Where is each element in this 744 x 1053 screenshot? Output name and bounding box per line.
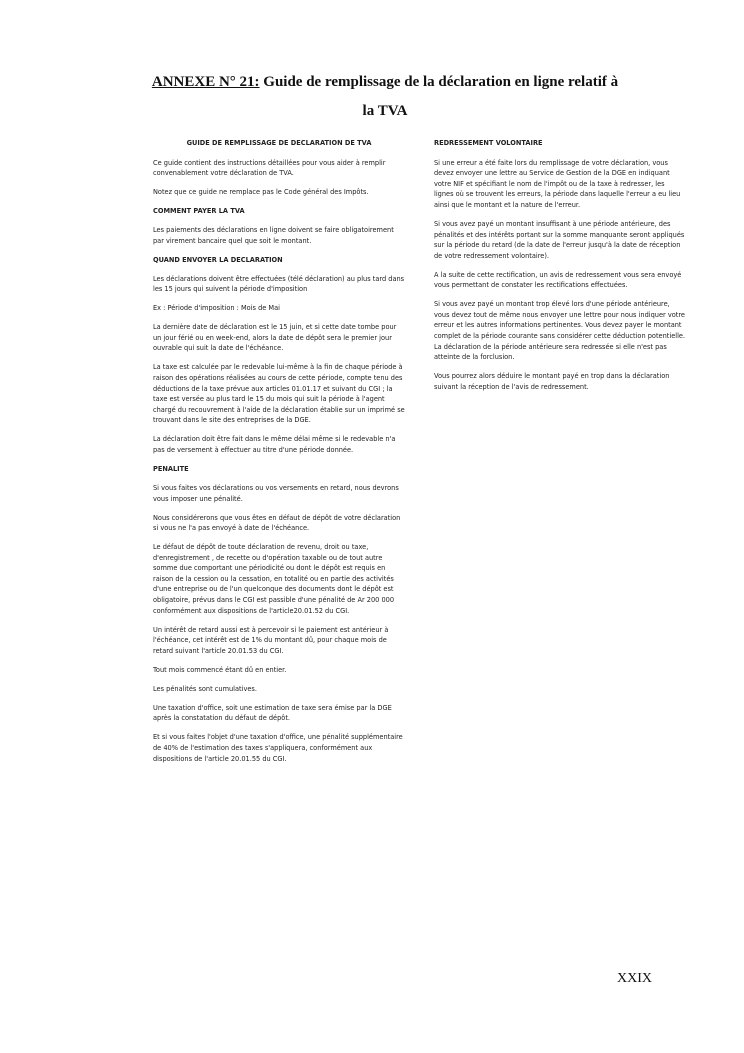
paragraph: La déclaration doit être fait dans le même délai même si le redevable n'a pas de versement à effectuer au titre d'une période donnée.: [153, 435, 396, 454]
paragraph: A la suite de cette rectification, un avis de redressement vous sera envoyé vous permettant de constater les rectifications effectuées.: [434, 270, 682, 290]
paragraph: Tout mois commencé étant dû en entier.: [153, 665, 287, 674]
paragraph: Si une erreur a été faite lors du remplissage de votre déclaration, vous devez envoyer une lettre au Service de Gestion de la DGE en indiquant votre NIF et spécifiant le nom de l'impôt ou de la taxe à redresser, les lignes où se trouvent les erreurs, la période dans laquelle l'erreur a eu lieu ainsi que le montant et la nature de l'erreur.: [434, 158, 681, 209]
section-heading: COMMENT PAYER LA TVA: [153, 207, 245, 216]
annex-title: Guide de remplissage de la déclaration en ligne relatif à la TVA: [263, 74, 619, 119]
page-number: XXIX: [617, 971, 652, 986]
paragraph: Nous considérerons que vous êtes en défaut de dépôt de votre déclaration si vous ne l'a pas envoyé à date de l'échéance.: [153, 513, 401, 533]
annex-label: ANNEXE N° 21:: [151, 74, 260, 90]
paragraph: Ce guide contient des instructions détaillées pour vous aider à remplir convenablement votre déclaration de TVA.: [153, 158, 386, 178]
paragraph: Et si vous faites l'objet d'une taxation d'office, une pénalité supplémentaire de 40% de l'estimation des taxes s'appliquera, conformément aux dispositions de l'article 20.01.55 du CGI.: [153, 733, 403, 763]
paragraph: Un intérêt de retard aussi est à percevoir si le paiement est antérieur à l'échéance, cet intérêt est de 1% du montant dû, pour chaque mois de retard suivant l'article 20.01.53 du CGI.: [153, 625, 389, 655]
page-title: [150, 68, 620, 126]
right-column-content: [434, 158, 686, 393]
paragraph: Vous pourrez alors déduire le montant payé en trop dans la déclaration suivant la réception de l'avis de redressement.: [434, 372, 670, 391]
section-heading: QUAND ENVOYER LA DECLARATION: [153, 255, 283, 264]
paragraph: Une taxation d'office, soit une estimation de taxe sera émise par la DGE après la constatation du défaut de dépôt.: [153, 703, 392, 723]
guide-title: GUIDE DE REMPLISSAGE DE DECLARATION DE TVA: [186, 139, 372, 147]
paragraph: Si vous avez payé un montant trop élevé lors d'une période antérieure, vous devez tout de même nous envoyer une lettre pour nous indiquer votre erreur et les autres informations pertinentes. Vous devez payer le montant complet de la période courante sans considérer cette déduction potentielle. La déclaration de la période antérieure sera redressée si elle n'est pas atteinte de la forclusion.: [434, 300, 686, 362]
paragraph: La dernière date de déclaration est le 15 juin, et si cette date tombe pour un jour férié ou en week-end, alors la date de dépôt sera le premier jour ouvrable qui suit la date de l'échéance.: [153, 323, 397, 353]
paragraph: Si vous faites vos déclarations ou vos versements en retard, nous devrons vous imposer une pénalité.: [153, 483, 399, 503]
paragraph: Si vous avez payé un montant insuffisant à une période antérieure, des pénalités et des intérêts portant sur la somme manquante seront appliqués sur la période du retard (de la date de l'erreur jusqu'à la date de réception de votre redressement volontaire).: [434, 219, 685, 260]
redressement-title: REDRESSEMENT VOLONTAIRE: [434, 139, 543, 147]
left-column-content: [153, 158, 405, 765]
paragraph: Les paiements des déclarations en ligne doivent se faire obligatoirement par virement bancaire quel que soit le montant.: [153, 226, 394, 245]
paragraph: Les déclarations doivent être effectuées (télé déclaration) au plus tard dans les 15 jours qui suivent la période d'imposition: [153, 274, 405, 294]
paragraph: Notez que ce guide ne remplace pas le Code général des Impôts.: [153, 188, 369, 197]
paragraph: Le défaut de dépôt de toute déclaration de revenu, droit ou taxe, d'enregistrement , de recette ou d'opération taxable ou de tout autre somme due comportant une périodicité ou dont le dépôt est requis en raison de la cession ou la cessation, en totalité ou en partie des activités d'une entreprise ou de l'un quelconque des documents dont le dépôt est obligatoire, prévus dans le CGI est passible d'une pénalité de Ar 200 000 conformément aux dispositions de l'article20.01.52 du CGI.: [153, 543, 395, 615]
paragraph: Les pénalités sont cumulatives.: [153, 684, 257, 693]
paragraph: Ex : Période d'imposition : Mois de Mai: [153, 304, 280, 313]
section-heading: PENALITE: [153, 464, 189, 473]
guide-left-column: [153, 138, 405, 773]
guide-right-column: [434, 138, 686, 401]
paragraph: La taxe est calculée par le redevable lui-même à la fin de chaque période à raison des opérations réalisées au cours de cette période, compte tenu des déductions de la taxe prévue aux articles 01.01.17 et suivant du CGI ; la taxe est versée au plus tard le 15 du mois qui suit la période à l'agent chargé du recouvrement à l'aide de la déclaration établie sur un imprimé se trouvant dans le site des entreprises de la DGE.: [153, 363, 405, 425]
